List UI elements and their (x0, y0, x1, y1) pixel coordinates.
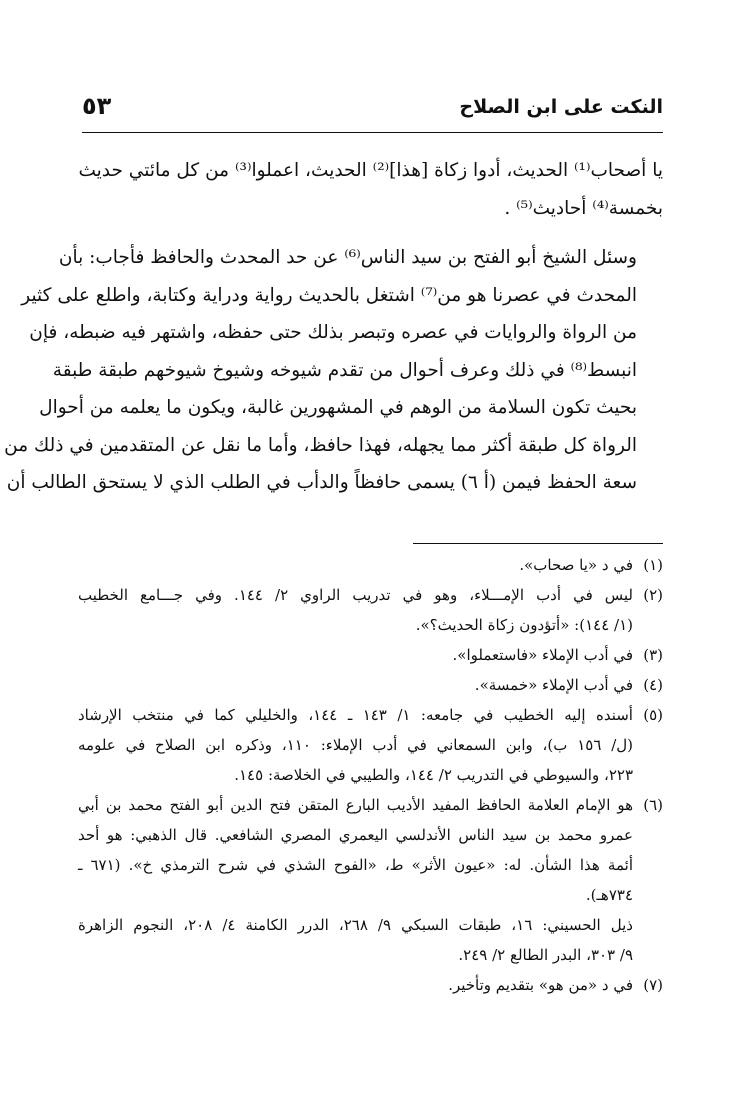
text-line: بحيث تكون السلامة من الوهم في المشهورين غالبة، ويكون ما يعلمه من أحوال (39, 397, 637, 418)
footnotes (78, 550, 663, 1000)
footnote-text: في أدب الإملاء «فاستعملوا». (452, 646, 633, 664)
text-line: الرواة كل طبقة أكثر مما يجهله، فهذا حافظ، وأما ما نقل عن المتقدمين في ذلك من (4, 434, 637, 456)
footnote-1 (78, 550, 663, 580)
text-line: يا أصحاب⁽¹⁾ الحديث، أدوا زكاة [هذا]⁽²⁾ الحديث، اعملوا⁽³⁾ من كل مائتي حديث (78, 160, 663, 181)
page-header (82, 92, 663, 133)
footnote-text: عمرو محمد بن سيد الناس الأندلسي اليعمري المصري الشافعي. قال الذهبي: هو أحد (78, 826, 633, 844)
footnote-number: (٧) (643, 976, 663, 994)
text-line: من الرواة والروايات في عصره وتبصر بذلك حتى حفظه، واشتهر فيه ضبطه، فإن (29, 322, 637, 343)
footnote-text: (ل/ ١٥٦ ب)، وابن السمعاني في أدب الإملاء: ١١٠، وذكره ابن الصلاح في علومه (78, 736, 634, 754)
footnote-5 (78, 700, 663, 790)
footnote-6 (78, 790, 663, 970)
footnote-number: (٤) (643, 676, 663, 694)
paragraph-2 (4, 239, 663, 502)
text-line: المحدث في عصرنا هو من⁽⁷⁾ اشتغل بالحديث رواية ودراية وكتابة، واطلع على كثير (21, 284, 637, 306)
footnote-3 (78, 640, 663, 670)
text-line: سعة الحفظ فيمن (أ ٦) يسمى حافظاً والدأب في الطلب الذي لا يستحق الطالب أن (6, 472, 637, 493)
footnote-text: أسنده إليه الخطيب في جامعه: ١/ ١٤٣ ـ ١٤٤، والخليلي كما في منتخب الإرشاد (78, 706, 633, 724)
footnote-4 (78, 670, 663, 700)
footnote-number: (١) (643, 556, 663, 574)
footnote-text: ذيل الحسيني: ١٦، طبقات السبكي ٩/ ٢٦٨، الدرر الكامنة ٤/ ٢٠٨، النجوم الزاهرة (78, 916, 633, 934)
footnote-text: ليس في أدب الإمـــلاء، وهو في تدريب الراوي ٢/ ١٤٤. وفي جـــامع الخطيب (78, 586, 633, 604)
footnote-text: ٩/ ٣٠٣، البدر الطالع ٢/ ٢٤٩. (458, 946, 633, 964)
footnote-text: ٢٢٣، والسيوطي في التدريب ٢/ ١٤٤، والطيبي في الخلاصة: ١٤٥. (234, 766, 633, 784)
main-text (4, 152, 663, 502)
text-line: انبسط⁽⁸⁾ في ذلك وعرف أحوال من تقدم شيوخه وشيوخ شيوخهم طبقة طبقة (52, 359, 637, 381)
footnote-separator (413, 543, 663, 544)
footnote-number: (٢) (643, 586, 663, 604)
footnote-text: أئمة هذا الشأن. له: «عيون الأثر» ط، «الفوح الشذي في شرح الترمذي خ». (٦٧١ ـ (78, 856, 633, 874)
text-line: بخمسة⁽⁴⁾ أحاديث⁽⁵⁾ . (504, 197, 663, 219)
footnote-7 (78, 970, 663, 1000)
footnote-2 (78, 580, 663, 640)
running-title: النكت على ابن الصلاح (459, 96, 663, 118)
footnote-text: هو الإمام العلامة الحافظ المفيد الأديب البارع المتقن فتح الدين أبو الفتح محمد بن أبي (78, 796, 633, 814)
page-number: ٥٣ (82, 92, 112, 120)
footnote-text: (١/ ١٤٤): «أتؤدون زكاة الحديث؟». (415, 616, 633, 634)
footnote-number: (٥) (643, 706, 663, 724)
footnote-text: في د «يا صحاب». (519, 556, 633, 574)
footnote-text: في أدب الإملاء «خمسة». (474, 676, 633, 694)
paragraph-1 (78, 152, 663, 227)
text-line: وسئل الشيخ أبو الفتح بن سيد الناس⁽⁶⁾ عن حد المحدث والحافظ فأجاب: بأن (58, 247, 637, 268)
footnote-text: ٧٣٤هـ). (585, 886, 633, 904)
footnote-number: (٦) (643, 796, 663, 814)
footnote-text: في د «من هو» بتقديم وتأخير. (448, 976, 633, 994)
footnote-number: (٣) (643, 646, 663, 664)
